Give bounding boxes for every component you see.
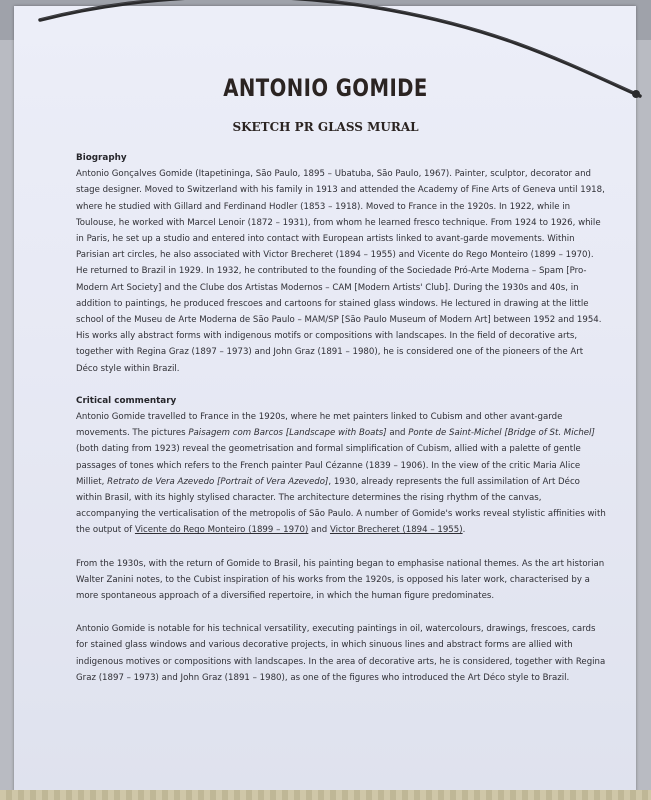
artist-link-monteiro[interactable]: Vicente do Rego Monteiro (1899 – 1970) xyxy=(134,525,309,536)
text-run: (both dating from 1923) reveal the geometrisation and formal simplification of Cubism, allied with a palette of gentle passages of tones which refers to the French painter Paul Cézanne (1839 – 1906). In the view of the critic Maria Alice Milliet, xyxy=(76,444,581,487)
page-title: ANTONIO GOMIDE xyxy=(223,74,428,102)
document-body xyxy=(76,150,606,686)
biography-text: Antonio Gonçalves Gomide (Itapetininga, São Paulo, 1895 – Ubatuba, São Paulo, 1967). Painter, sculptor, decorator and stage designer. Moved to Switzerland with his family in 1913 and attended the Academy of Fine Arts of Geneva until 1918, where he studied with Gillard and Ferdinand Hodler (1853 – 1918). Moved to France in the 1920s. In 1922, while in Toulouse, he worked with Marcel Lenoir (1872 – 1931), from whom he learned fresco technique. From 1924 to 1926, while in Paris, he set up a studio and entered into contact with European artists linked to avant-garde movements. Within Parisian art circles, he also associated with Victor Brecheret (1894 – 1955) and Vicente do Rego Monteiro (1899 – 1970). He returned to Brazil in 1929. In 1932, he contributed to the founding of the Sociedade Pró-Arte Moderna – Spam [Pro-Modern Art Society] and the Clube dos Artistas Modernos – CAM [Modern Artists' Club]. During the 1930s and 40s, in addition to paintings, he produced frescoes and cartoons for stained glass windows. He lectured in drawing at the little school of the Museu de Arte Moderna de São Paulo – MAM/SP [São Paulo Museum of Modern Art] between 1952 and 1954. His works ally abstract forms with indigenous motifs or compositions with landscapes. In the field of decorative arts, together with Regina Graz (1897 – 1973) and John Graz (1891 – 1980), he is considered one of the pioneers of the Art Déco style within Brazil. xyxy=(76,169,605,374)
critical-commentary-heading: Critical commentary xyxy=(76,395,177,406)
artwork-title: Retrato de Vera Azevedo [Portrait of Vera Azevedo] xyxy=(107,476,329,487)
artist-link-brecheret[interactable]: Victor Brecheret (1894 – 1955) xyxy=(329,525,463,536)
critical-paragraph-1 xyxy=(76,409,606,539)
page-subtitle: SKETCH PR GLASS MURAL xyxy=(232,120,419,134)
text-run: and xyxy=(386,428,409,439)
artwork-title: Ponte de Saint-Michel [Bridge of St. Michel] xyxy=(408,428,595,439)
artwork-title: Paisagem com Barcos [Landscape with Boats] xyxy=(188,428,387,439)
biography-heading: Biography xyxy=(76,153,127,163)
text-run: and xyxy=(308,525,330,536)
critical-paragraph-2: From the 1930s, with the return of Gomide to Brasil, his painting began to emphasise national themes. As the art historian Walter Zanini notes, to the Cubist inspiration of his works from the 1920s, is opposed his later work, characterised by a more spontaneous approach of a diversified repertoire, in which the human figure predominates. xyxy=(76,558,605,602)
text-run: . xyxy=(462,525,466,536)
text-run: , 1930, already represents the full assimilation of Art Déco within Brasil, with its highly stylised character. The architecture determines the rising rhythm of the canvas, accompanying the verticalisation of the metropolis of São Paulo. A number of Gomide's works reveal stylistic affinities with the output of xyxy=(76,476,606,536)
text-run: Antonio Gomide travelled to France in the 1920s, where he met painters linked to Cubism and other avant-garde movements. The pictures xyxy=(76,412,563,439)
critical-paragraph-3: Antonio Gomide is notable for his technical versatility, executing paintings in oil, watercolours, drawings, frescoes, cards for stained glass windows and various decorative projects, in which sinuous lines and abstract forms are allied with indigenous motives or compositions with landscapes. In the area of decorative arts, he is considered, together with Regina Graz (1897 – 1973) and John Graz (1891 – 1980), as one of the figures who introduced the Art Déco style to Brazil. xyxy=(76,624,606,683)
bottom-edge xyxy=(0,790,651,800)
